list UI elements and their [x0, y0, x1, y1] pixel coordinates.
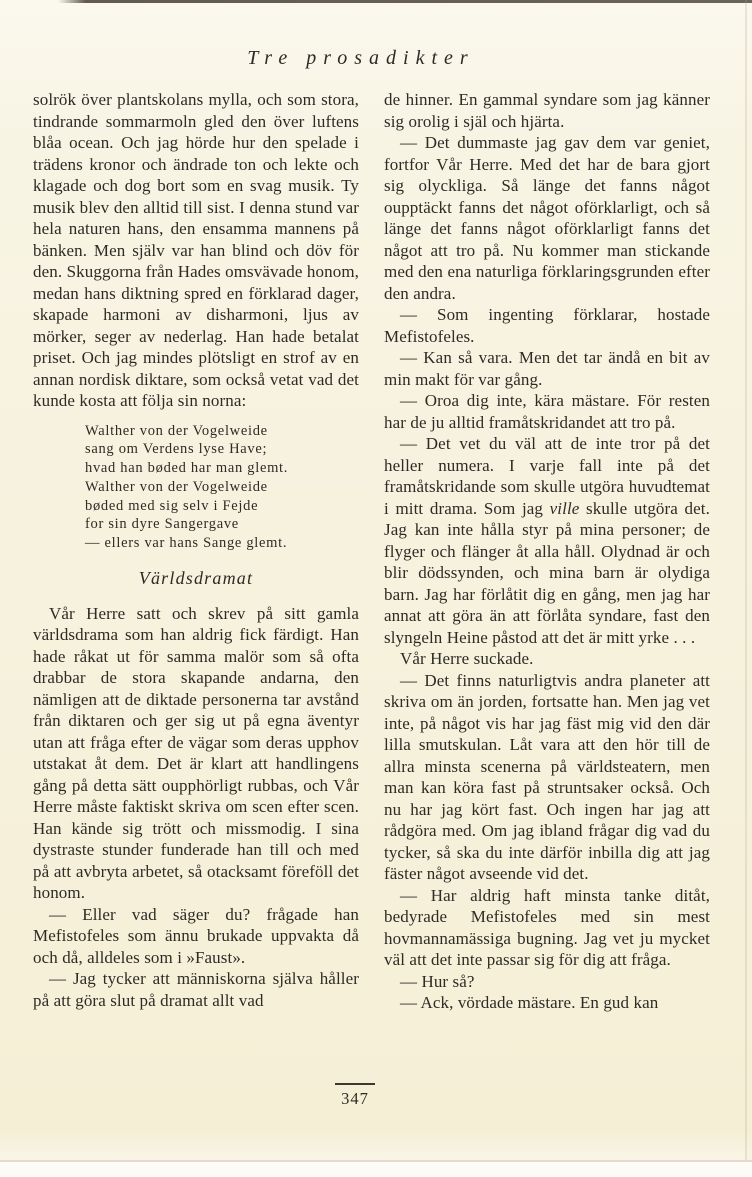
scan-right-edge [745, 0, 747, 1177]
verse-line: Walther von der Vogelweide [85, 422, 268, 439]
verse-line: Walther von der Vogelweide [85, 478, 268, 495]
paragraph: Vår Herre suckade. [400, 649, 534, 668]
scan-bottom-edge [0, 1160, 752, 1177]
paragraph: solrök över plantskolans mylla, och som stora, tindrande sommarmoln gled den över luftens blåa ocean. Och jag hörde hur den spelade i trädens kronor och ändrade ton och lekte och klagade och dog bort som en svag musik. Ty musik blev den alltid till sist. I denna stund var hela naturen hans, den ensamma mannens på bänken. Men själv var han blind och döv för den. Skuggorna från Hades omsvävade honom, medan hans diktning spred en förklarad dager, skapade harmoni av disharmoni, ljus av mörker, seger av nederlag. Han hade betalat priset. Och jag mindes plötsligt en strof av en annan nordisk diktare, som också vetat vad det kunde kosta att följa sin norna: [33, 90, 359, 410]
paragraph: — Hur så? [400, 971, 475, 991]
paragraph: — Oroa dig inte, kära mästare. För resten har de ju alltid framåtskridandet att tro på. [384, 391, 710, 432]
text-column-left [33, 89, 359, 1011]
verse-quote [85, 422, 359, 554]
paragraph: — Det finns naturligtvis andra planeter att skriva om än jorden, fortsatte han. Men jag vet inte, på något vis har jag fäst mig vid den där lilla smutskulan. Låt vara att den hör till de allra minsta scenerna på världsteatern, men man kan köra fast på struntsaker också. Och nu har jag kört fast. Och ingen har jag att rådgöra med. Om jag ibland frågar dig vad du tycker, så ska du inte därför inbilla dig att jag fäster något avseende vid det. [384, 670, 710, 883]
paragraph: — Som ingenting förklarar, hostade Mefistofeles. [384, 305, 710, 346]
paragraph: — Har aldrig haft minsta tanke ditåt, bedyrade Mefistofeles med sin mest hovmannamässiga bugning. Jag vet ju mycket väl att det inte passar sig för dig att fråga. [384, 885, 710, 969]
running-title: Tre prosadikter [247, 47, 475, 69]
section-heading: Världsdramat [138, 568, 254, 589]
verse-line: bøded med sig selv i Fejde [85, 497, 259, 514]
verse-line: for sin dyre Sangergave [85, 516, 239, 533]
verse-line: — ellers var hans Sange glemt. [85, 535, 288, 552]
verse-line: sang om Verdens lyse Have; [85, 441, 268, 458]
footer-rule [335, 1083, 375, 1085]
paragraph: — Kan så vara. Men det tar ändå en bit av min makt för var gång. [384, 348, 710, 389]
text-column-right [384, 89, 710, 1014]
page-footer [0, 1083, 710, 1109]
paragraph: — Ack, vördade mästare. En gud kan [400, 993, 659, 1012]
scan-top-edge [58, 0, 752, 3]
verse-line: hvad han bøded har man glemt. [85, 460, 289, 477]
paragraph: Vår Herre satt och skrev på sitt gamla världsdrama som han aldrig fick färdigt. Han hade råkat ut för samma malör som så ofta drabbar de stora skapande andarna, den nämligen att de diktade personerna tar avstånd från diktaren och ger sig ut på egna äventyr utan att fråga efter de vägar som deras upphov utstakat åt dem. Det är klart att handlingens gång på detta sätt oupphörligt rubbas, och Vår Herre måste faktiskt skriva om scen efter scen. Han kände sig trött och missmodig. I sina dystraste stunder funderade han till och med på att avbryta arbetet, så otacksamt föreföll det honom. [33, 603, 359, 903]
page-number: 347 [341, 1089, 369, 1108]
paragraph: de hinner. En gammal syndare som jag känner sig orolig i själ och hjärta. [384, 90, 710, 131]
paragraph: — Det vet du väl att de inte tror på det heller numera. I varje fall inte på det framåtskridande som skulle utgöra huvudtemat i mitt drama. Som jag ville skulle utgöra det. Jag kan inte hålla styr på mina personer; de flyger och flänger åt alla håll. Olydnad är och blir dödssynden, och mina barn är olydiga barn. Jag har förlåtit dig en gång, men jag har annat att göra än att förlåta syndare, fast den slyngeln Heine påstod att det är mitt yrke . . . [384, 434, 710, 647]
paragraph: — Det dummaste jag gav dem var geniet, fortfor Vår Herre. Med det har de bara gjort sig olyckliga. Så länge det fanns något oupptäckt fanns det något oförklarligt, och så länge det fanns något oförklarligt fanns det något att tro på. Nu kommer man stickande med den ena naturliga förklaringsgrunden efter den andra. [384, 133, 710, 303]
paragraph: — Eller vad säger du? frågade han Mefistofeles som ännu brukade uppvakta då och då, alldeles som i »Faust». [33, 904, 359, 967]
paragraph: — Jag tycker att människorna själva håller på att göra slut på dramat allt vad [33, 969, 359, 1010]
